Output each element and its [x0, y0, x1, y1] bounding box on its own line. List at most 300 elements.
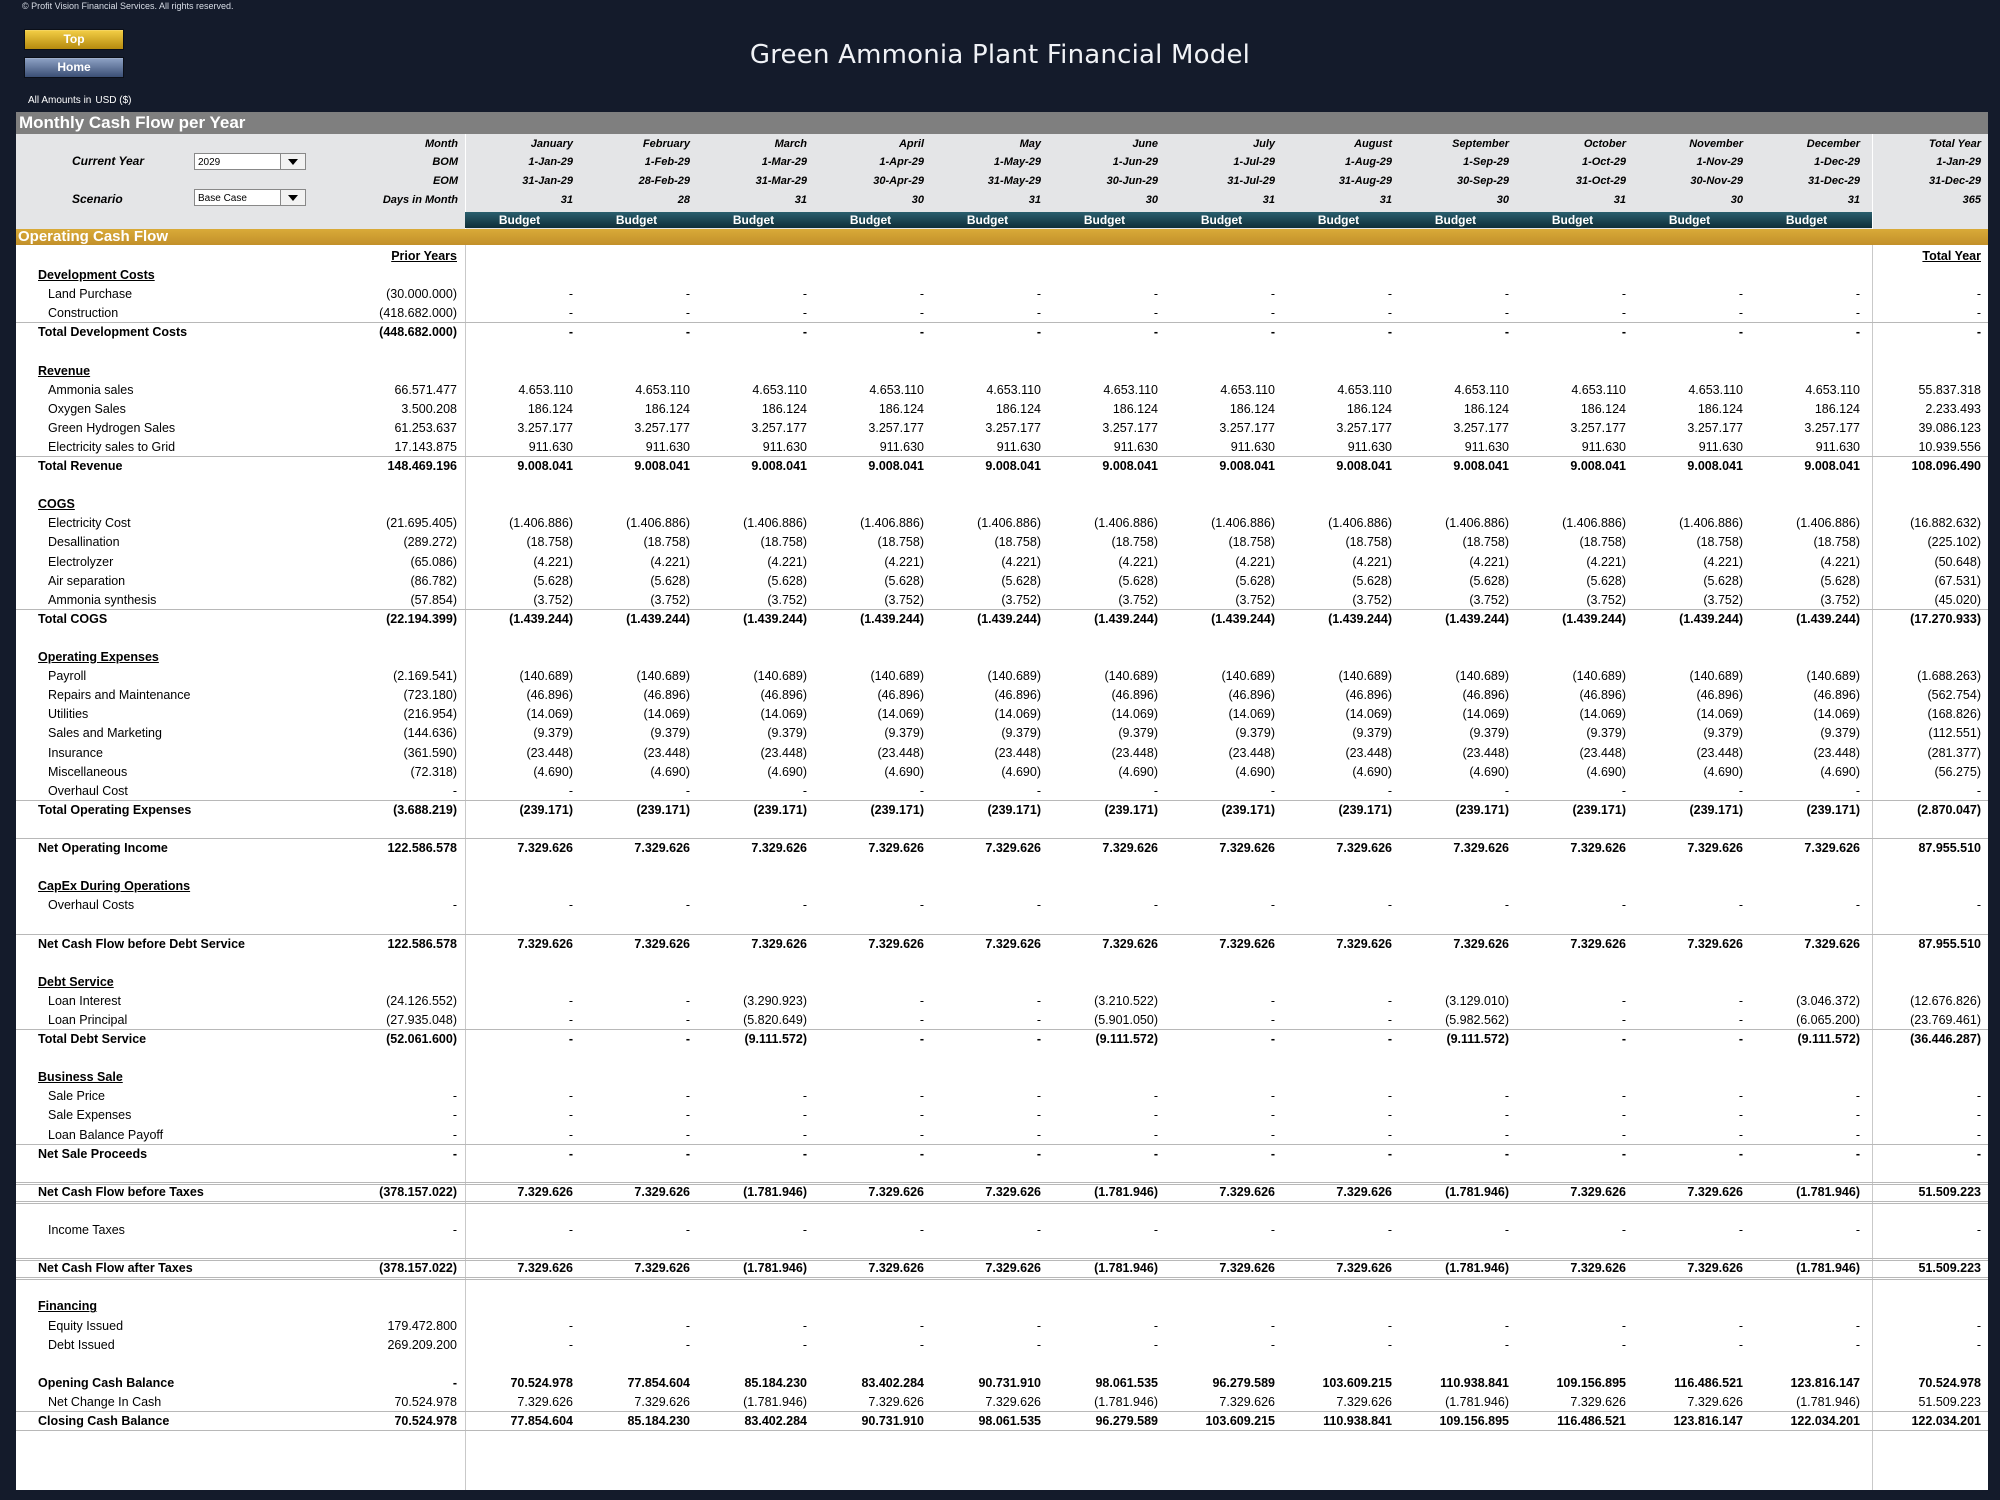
month-value: -: [1270, 1032, 1275, 1046]
month-value: -: [1738, 1223, 1743, 1237]
row-label: Loan Interest: [48, 993, 121, 1008]
prior-years-value: (448.682.000): [379, 325, 457, 340]
month-value: (23.448): [1462, 745, 1509, 760]
month-value: -: [1504, 306, 1509, 321]
amounts-note: [28, 95, 136, 106]
month-value: -: [1036, 898, 1041, 913]
table-row: [16, 724, 1988, 743]
row-label: Desallination: [48, 535, 120, 550]
month-header-days: 28: [677, 194, 690, 206]
month-value: 109.156.895: [1439, 1414, 1509, 1428]
month-value: -: [1738, 783, 1743, 798]
prior-years-value: 70.524.978: [394, 1414, 457, 1428]
month-value: -: [802, 1089, 807, 1104]
month-value: -: [919, 1012, 924, 1027]
month-value: (14.069): [1345, 707, 1392, 722]
total-year-header-bom: 1-Jan-29: [1936, 156, 1981, 168]
month-header-name: November: [1689, 138, 1743, 150]
month-value: (1.406.886): [1211, 516, 1275, 531]
month-value: 7.329.626: [517, 1184, 573, 1199]
budget-label: Budget: [1785, 213, 1828, 227]
table-row: [16, 1087, 1988, 1106]
row-label: Overhaul Cost: [48, 783, 128, 798]
month-value: (140.689): [519, 669, 573, 684]
total-year-value: 2.233.493: [1925, 401, 1981, 416]
month-value: 98.061.535: [978, 1414, 1041, 1428]
month-value: (239.171): [1806, 802, 1860, 817]
month-value: -: [1036, 1012, 1041, 1027]
month-value: 7.329.626: [985, 936, 1041, 951]
month-value: -: [1270, 1012, 1275, 1027]
month-value: -: [1621, 306, 1626, 321]
month-value: -: [568, 1337, 573, 1352]
month-value: (14.069): [643, 707, 690, 722]
month-value: 7.329.626: [517, 936, 573, 951]
month-value: 186.124: [1580, 401, 1626, 416]
month-header-bom: 1-Jan-29: [528, 156, 573, 168]
month-header-eom: 30-Apr-29: [873, 175, 924, 187]
month-value: -: [568, 1223, 573, 1237]
month-value: 77.854.604: [510, 1414, 573, 1428]
table-row: [16, 1336, 1988, 1355]
row-label: Green Hydrogen Sales: [48, 420, 176, 435]
month-value: 911.630: [528, 439, 573, 454]
month-value: (46.896): [643, 688, 690, 703]
row-label: Utilities: [48, 707, 89, 722]
month-value: -: [1270, 993, 1275, 1008]
prior-years-value: (52.061.600): [386, 1032, 457, 1046]
month-value: (1.781.946): [743, 1394, 807, 1409]
month-value: -: [919, 1318, 924, 1333]
month-value: 7.329.626: [1219, 1261, 1275, 1276]
month-value: 103.609.215: [1322, 1375, 1392, 1390]
month-value: (1.406.886): [1094, 516, 1158, 531]
month-value: -: [685, 1032, 690, 1046]
month-value: 911.630: [645, 439, 690, 454]
month-value: (9.111.572): [1446, 1032, 1509, 1046]
current-year-select[interactable]: [194, 153, 306, 170]
row-label: Repairs and Maintenance: [48, 688, 191, 703]
month-value: 7.329.626: [1570, 936, 1626, 951]
month-value: 123.816.147: [1673, 1414, 1743, 1428]
prior-years-value: -: [452, 1089, 457, 1104]
cash-flow-sheet: [16, 112, 1988, 1490]
month-value: (23.448): [1813, 745, 1860, 760]
month-value: -: [1621, 783, 1626, 798]
month-value: -: [802, 1146, 807, 1161]
total-year-value: (56.275): [1934, 764, 1981, 779]
month-value: -: [685, 287, 690, 302]
month-value: -: [919, 1108, 924, 1123]
month-value: (18.758): [1345, 535, 1392, 550]
month-value: -: [1270, 1089, 1275, 1104]
month-value: -: [1738, 1108, 1743, 1123]
prior-years-value: 179.472.800: [387, 1318, 457, 1333]
month-value: (9.379): [650, 726, 690, 741]
month-value: 116.486.521: [1557, 1414, 1626, 1428]
month-value: 3.257.177: [1336, 420, 1392, 435]
prior-years-value: 122.586.578: [387, 841, 457, 855]
total-year-value: -: [1976, 1127, 1981, 1142]
total-year-value: (50.648): [1934, 554, 1981, 569]
month-value: 7.329.626: [1453, 936, 1509, 951]
month-value: -: [1621, 1012, 1626, 1027]
month-header-eom: 31-Aug-29: [1338, 175, 1392, 187]
month-value: (3.752): [1586, 592, 1626, 607]
month-value: -: [802, 1223, 807, 1237]
month-value: (5.628): [1235, 573, 1275, 588]
table-row: [16, 935, 1988, 954]
total-rule: [16, 934, 1988, 935]
row-label: COGS: [38, 497, 75, 512]
prior-years-value: -: [452, 1223, 457, 1237]
month-value: 186.124: [995, 401, 1041, 416]
month-value: 186.124: [1814, 401, 1860, 416]
home-button[interactable]: Home: [24, 57, 124, 78]
page-title: Green Ammonia Plant Financial Model: [749, 40, 1251, 70]
days-row-label: Days in Month: [382, 194, 458, 206]
total-rule: [16, 1430, 1988, 1431]
month-value: -: [568, 1012, 573, 1027]
month-value: 85.184.230: [627, 1414, 690, 1428]
chevron-down-icon[interactable]: [280, 190, 305, 205]
chevron-down-icon[interactable]: [280, 154, 305, 169]
row-label: Electricity sales to Grid: [48, 439, 176, 454]
month-value: (9.379): [1352, 726, 1392, 741]
month-header-bom: 1-Dec-29: [1814, 156, 1860, 168]
section-header-row: [16, 877, 1988, 896]
prior-years-value: (27.935.048): [386, 1012, 457, 1027]
month-value: 4.653.110: [1220, 382, 1275, 397]
month-value: -: [685, 1108, 690, 1123]
month-value: (239.171): [1104, 802, 1158, 817]
month-value: (140.689): [636, 669, 690, 684]
total-year-value: -: [1976, 1089, 1981, 1104]
month-value: (18.758): [1111, 535, 1158, 550]
month-value: (1.406.886): [626, 516, 690, 531]
prior-years-value: (289.272): [403, 535, 457, 550]
month-value: (140.689): [1338, 669, 1392, 684]
prior-years-value: 148.469.196: [387, 459, 457, 473]
month-value: (1.439.244): [1211, 611, 1275, 626]
month-value: 4.653.110: [635, 382, 690, 397]
month-value: -: [1270, 287, 1275, 302]
month-value: -: [802, 325, 807, 340]
month-value: -: [802, 1127, 807, 1142]
month-value: -: [568, 325, 573, 340]
row-label: Sales and Marketing: [48, 726, 162, 741]
month-value: -: [568, 1108, 573, 1123]
month-value: (4.221): [884, 554, 924, 569]
month-header-eom: 31-Dec-29: [1808, 175, 1860, 187]
month-value: (14.069): [994, 707, 1041, 722]
month-value: -: [1270, 898, 1275, 913]
month-value: (3.752): [1703, 592, 1743, 607]
prior-years-value: 3.500.208: [401, 401, 457, 416]
month-value: 116.486.521: [1674, 1375, 1743, 1390]
month-value: (14.069): [877, 707, 924, 722]
month-value: 3.257.177: [634, 420, 690, 435]
month-value: -: [1153, 1146, 1158, 1161]
month-value: -: [919, 993, 924, 1008]
month-header-days: 30: [1145, 194, 1158, 206]
month-value: 7.329.626: [1219, 841, 1275, 855]
month-value: (18.758): [1228, 535, 1275, 550]
table-row: [16, 801, 1988, 820]
total-year-value: (112.551): [1928, 726, 1981, 741]
month-value: (9.111.572): [1095, 1032, 1158, 1046]
month-value: (3.752): [1469, 592, 1509, 607]
month-value: 7.329.626: [1687, 1261, 1743, 1276]
row-label: Sale Price: [48, 1089, 105, 1104]
row-label: Business Sale: [38, 1070, 123, 1085]
month-value: -: [1621, 325, 1626, 340]
budget-label: Budget: [1200, 213, 1243, 227]
month-value: 9.008.041: [1804, 459, 1860, 473]
month-value: -: [1504, 1146, 1509, 1161]
prior-years-value: (30.000.000): [386, 287, 457, 302]
table-row: [16, 457, 1988, 476]
month-value: (1.439.244): [860, 611, 924, 626]
month-value: (14.069): [1579, 707, 1626, 722]
budget-label: Budget: [498, 213, 541, 227]
month-value: -: [1621, 1127, 1626, 1142]
total-year-value: (17.270.933): [1910, 611, 1981, 626]
month-header-bom: 1-Jul-29: [1233, 156, 1275, 168]
section-title: Operating Cash Flow: [16, 229, 1988, 245]
month-value: 7.329.626: [1219, 936, 1275, 951]
prior-years-value: -: [452, 1127, 457, 1142]
month-value: (1.439.244): [743, 611, 807, 626]
month-value: 83.402.284: [861, 1375, 924, 1390]
month-value: -: [919, 1089, 924, 1104]
month-value: (4.221): [1586, 554, 1626, 569]
month-value: (9.111.572): [1797, 1032, 1860, 1046]
month-value: -: [568, 287, 573, 302]
month-value: 7.329.626: [1219, 1394, 1275, 1409]
month-header-bom: 1-Apr-29: [879, 156, 924, 168]
month-value: -: [1738, 325, 1743, 340]
month-value: -: [1738, 1146, 1743, 1161]
scenario-value: Base Case: [198, 193, 247, 204]
month-header-name: February: [642, 138, 690, 150]
month-value: 3.257.177: [1687, 420, 1743, 435]
month-value: -: [1153, 1127, 1158, 1142]
month-value: (3.210.522): [1094, 993, 1158, 1008]
month-value: -: [1504, 783, 1509, 798]
total-year-value: -: [1976, 783, 1981, 798]
month-value: -: [1855, 1318, 1860, 1333]
month-header-eom: 31-Jul-29: [1227, 175, 1275, 187]
month-value: 911.630: [1698, 439, 1743, 454]
month-value: -: [1855, 898, 1860, 913]
month-value: 7.329.626: [985, 1184, 1041, 1199]
prior-years-value: (723.180): [403, 688, 457, 703]
month-value: (18.758): [994, 535, 1041, 550]
month-value: 7.329.626: [517, 1261, 573, 1276]
month-header-days: 30: [1496, 194, 1509, 206]
month-value: -: [802, 1108, 807, 1123]
month-value: -: [1504, 1089, 1509, 1104]
month-value: 7.329.626: [868, 936, 924, 951]
table-row: [16, 1393, 1988, 1412]
month-value: (239.171): [636, 802, 690, 817]
month-header-name: March: [774, 138, 807, 150]
total-year-value: (562.754): [1927, 688, 1981, 703]
month-header-bom: 1-Nov-29: [1696, 156, 1743, 168]
month-value: (9.379): [884, 726, 924, 741]
section-header-row: [16, 648, 1988, 667]
month-value: -: [1387, 1012, 1392, 1027]
prior-years-value: -: [452, 1375, 457, 1390]
column-header-row: [16, 247, 1988, 266]
section-header-row: [16, 362, 1988, 381]
month-value: 911.630: [1464, 439, 1509, 454]
prior-years-value: (144.636): [403, 726, 457, 741]
month-value: 7.329.626: [1336, 1184, 1392, 1199]
month-value: 9.008.041: [1453, 459, 1509, 473]
month-value: 911.630: [1347, 439, 1392, 454]
month-value: 3.257.177: [868, 420, 924, 435]
row-label: CapEx During Operations: [38, 879, 191, 894]
month-value: -: [802, 898, 807, 913]
total-year-value: (23.769.461): [1910, 1012, 1981, 1027]
month-value: (18.758): [760, 535, 807, 550]
month-value: -: [1153, 1337, 1158, 1352]
month-value: (3.752): [650, 592, 690, 607]
month-row-label: Month: [425, 138, 458, 150]
month-value: (23.448): [643, 745, 690, 760]
prior-years-value: (418.682.000): [379, 306, 457, 321]
section-header-row: [16, 973, 1988, 992]
month-value: (5.982.562): [1445, 1012, 1509, 1027]
total-year-value: (16.882.632): [1910, 516, 1981, 531]
month-value: (46.896): [760, 688, 807, 703]
sheet-title: Monthly Cash Flow per Year: [16, 112, 1988, 134]
month-value: -: [685, 1089, 690, 1104]
month-value: (239.171): [1455, 802, 1509, 817]
month-value: -: [568, 783, 573, 798]
month-value: (140.689): [1221, 669, 1275, 684]
total-year-value: (225.102): [1927, 535, 1981, 550]
month-value: (5.628): [1703, 573, 1743, 588]
month-header-bom: 1-Aug-29: [1344, 156, 1392, 168]
month-value: (46.896): [877, 688, 924, 703]
row-label: Net Cash Flow after Taxes: [38, 1261, 193, 1276]
month-value: -: [1387, 1089, 1392, 1104]
month-value: -: [1153, 1223, 1158, 1237]
month-value: -: [685, 1318, 690, 1333]
total-rule: [16, 1201, 1988, 1204]
amounts-label: All Amounts in: [28, 95, 92, 106]
month-header-eom: 30-Jun-29: [1106, 175, 1158, 187]
month-value: (3.752): [767, 592, 807, 607]
total-year-value: (2.870.047): [1917, 802, 1981, 817]
total-year-header-name: Total Year: [1928, 138, 1981, 150]
month-header-bom: 1-Sep-29: [1463, 156, 1509, 168]
month-value: (9.111.572): [744, 1032, 807, 1046]
month-value: -: [1153, 898, 1158, 913]
month-value: 911.630: [996, 439, 1041, 454]
month-value: 7.329.626: [1336, 841, 1392, 855]
total-rule: [16, 1029, 1988, 1030]
month-value: 7.329.626: [751, 841, 807, 855]
month-header-name: January: [530, 138, 573, 150]
month-value: 186.124: [761, 401, 807, 416]
month-value: -: [1504, 1318, 1509, 1333]
month-header-bom: 1-Oct-29: [1581, 156, 1626, 168]
currency-label: USD ($): [95, 95, 132, 106]
month-value: -: [568, 898, 573, 913]
month-value: -: [1153, 287, 1158, 302]
month-header-eom: 30-Sep-29: [1457, 175, 1509, 187]
total-rule: [16, 1258, 1988, 1261]
current-year-value: 2029: [198, 157, 221, 168]
month-value: -: [685, 1146, 690, 1161]
month-header-days: 31: [1379, 194, 1392, 206]
month-value: -: [919, 306, 924, 321]
month-value: (3.752): [884, 592, 924, 607]
month-value: 7.329.626: [634, 936, 690, 951]
total-year-value: (168.826): [1927, 707, 1981, 722]
scenario-select[interactable]: [194, 189, 306, 206]
top-button[interactable]: Top: [24, 29, 124, 50]
month-value: (1.439.244): [626, 611, 690, 626]
total-year-value: -: [1976, 898, 1981, 913]
month-value: -: [919, 783, 924, 798]
month-value: (4.221): [1118, 554, 1158, 569]
month-value: (239.171): [987, 802, 1041, 817]
total-year-header: Total Year: [1922, 249, 1981, 263]
month-value: (3.752): [1235, 592, 1275, 607]
month-value: (3.752): [1001, 592, 1041, 607]
prior-years-value: (378.157.022): [379, 1184, 457, 1199]
month-value: (14.069): [526, 707, 573, 722]
row-label: Net Cash Flow before Debt Service: [38, 936, 246, 951]
month-value: (1.781.946): [1445, 1184, 1509, 1199]
month-value: 70.524.978: [510, 1375, 573, 1390]
month-header-eom: 31-May-29: [987, 175, 1041, 187]
month-value: (14.069): [1111, 707, 1158, 722]
month-header-days: 30: [1730, 194, 1743, 206]
month-value: (9.379): [1586, 726, 1626, 741]
month-value: 7.329.626: [1570, 1261, 1626, 1276]
month-value: (4.690): [650, 764, 690, 779]
eom-row-label: EOM: [432, 175, 458, 187]
total-year-value: (1.688.263): [1917, 669, 1981, 684]
total-year-value: (12.676.826): [1910, 993, 1981, 1008]
month-value: 122.034.201: [1790, 1414, 1860, 1428]
month-value: (5.628): [767, 573, 807, 588]
month-value: -: [1855, 1337, 1860, 1352]
month-value: (5.628): [1001, 573, 1041, 588]
month-value: (4.690): [884, 764, 924, 779]
month-value: 83.402.284: [744, 1414, 807, 1428]
row-label: Net Change In Cash: [48, 1394, 162, 1409]
month-value: (1.439.244): [1328, 611, 1392, 626]
month-value: (1.781.946): [1796, 1261, 1860, 1276]
month-value: -: [685, 1012, 690, 1027]
month-value: -: [685, 783, 690, 798]
month-value: -: [685, 1127, 690, 1142]
month-value: -: [685, 1223, 690, 1237]
table-row: [16, 419, 1988, 438]
month-value: 96.279.589: [1212, 1375, 1275, 1390]
month-value: -: [919, 1337, 924, 1352]
table-row: [16, 782, 1988, 801]
month-value: -: [1738, 1089, 1743, 1104]
month-value: 186.124: [1463, 401, 1509, 416]
